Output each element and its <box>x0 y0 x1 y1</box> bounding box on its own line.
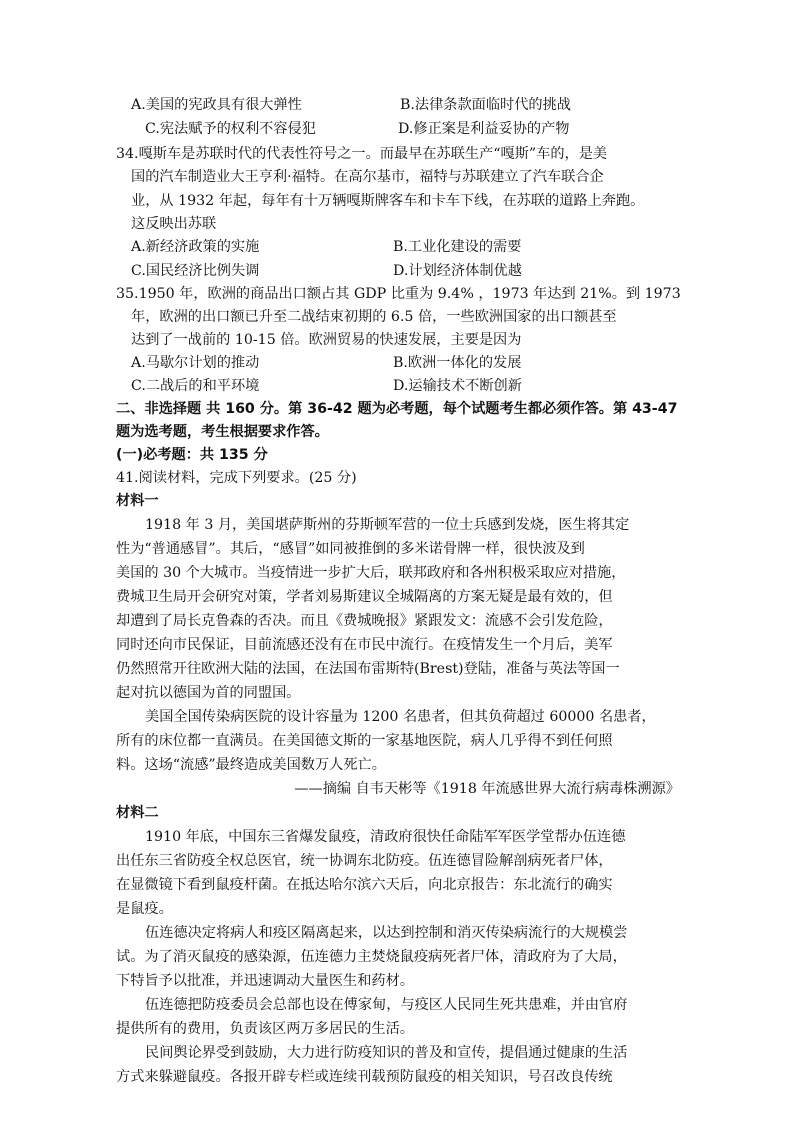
material-2-line: 1910 年底，中国东三省爆发鼠疫，清政府很快任命陆军军医学堂帮办伍连德 <box>145 829 626 845</box>
q34-stem-line: 国的汽车制造业大王亨利·福特。在高尔基市，福特与苏联建立了汽车联合企 <box>131 169 604 185</box>
q34-stem-line: 34.嘎斯车是苏联时代的代表性符号之一。而最早在苏联生产“嘎斯”车的，是美 <box>116 146 608 162</box>
material-2-line: 出任东三省防疫全权总医官，统一协调东北防疫。伍连德冒险解剖病死者尸体， <box>116 853 613 869</box>
q34-option-d[interactable]: D.计划经济体制优越 <box>393 263 522 279</box>
q35-option-d[interactable]: D.运输技术不断创新 <box>393 378 522 394</box>
q41-stem: 41.阅读材料，完成下列要求。(25 分) <box>116 470 357 486</box>
q35-stem-line: 年，欧洲的出口额已升至二战结束初期的 6.5 倍，一些欧洲国家的出口额甚至 <box>131 309 617 325</box>
q34-option-b[interactable]: B.工业化建设的需要 <box>393 239 522 255</box>
q33-option-d[interactable]: D.修正案是利益妥协的产物 <box>398 121 570 137</box>
material-1-line: 同时还向市民保证，目前流感还没有在市民中流行。在疫情发生一个月后，美军 <box>116 637 613 653</box>
q33-option-c[interactable]: C.宪法赋予的权利不容侵犯 <box>145 121 316 137</box>
material-1-line: 性为“普通感冒”。其后，“感冒”如同被推倒的多米诺骨牌一样，很快波及到 <box>116 541 585 557</box>
material-2-line: 试。为了消灭鼠疫的感染源，伍连德力主焚烧鼠疫病死者尸体，清政府为了大局， <box>116 949 627 965</box>
q35-stem-line: 35.1950 年，欧洲的商品出口额占其 GDP 比重为 9.4% ，1973 年达到 21%。到 1973 <box>116 286 681 302</box>
q34-stem-line: 这反映出苏联 <box>131 216 217 232</box>
material-2-title: 材料二 <box>116 805 159 821</box>
q33-option-b[interactable]: B.法律条款面临时代的挑战 <box>400 97 571 113</box>
q35-stem-line: 达到了一战前的 10-15 倍。欧洲贸易的快速发展，主要是因为 <box>131 332 522 348</box>
q35-option-c[interactable]: C.二战后的和平环境 <box>131 378 260 394</box>
section-heading: 二、非选择题 共 160 分。第 36-42 题为必考题，每个试题考生都必须作答。第 43-47 <box>116 401 678 417</box>
material-1-line: 起对抗以德国为首的同盟国。 <box>116 685 301 701</box>
section-heading: 题为选考题，考生根据要求作答。 <box>116 424 329 440</box>
material-2-line: 提供所有的费用，负责该区两万多居民的生活。 <box>116 1021 414 1037</box>
q33-option-a[interactable]: A.美国的宪政具有很大弹性 <box>131 97 302 113</box>
material-1-line: 却遭到了局长克鲁森的否决。而且《费城晚报》紧跟发文：流感不会引发危险， <box>116 613 613 629</box>
material-1-line: 料。这场“流感”最终造成美国数万人死亡。 <box>116 757 386 773</box>
material-1-line: 1918 年 3 月，美国堪萨斯州的芬斯顿军营的一位士兵感到发烧，医生将其定 <box>145 517 630 533</box>
q34-option-a[interactable]: A.新经济政策的实施 <box>131 239 260 255</box>
material-1-line: 所有的床位都一直满员。在美国德文斯的一家基地医院，病人几乎得不到任何照 <box>116 733 613 749</box>
material-2-line: 下特旨予以批准，并迅速调动大量医生和药材。 <box>116 973 414 989</box>
q35-option-a[interactable]: A.马歇尔计划的推动 <box>131 355 260 371</box>
material-2-line: 是鼠疫。 <box>116 901 173 917</box>
material-2-line: 伍连德决定将病人和疫区隔离起来，以达到控制和消灭传染病流行的大规模尝 <box>145 925 628 941</box>
material-2-line: 民间舆论界受到鼓励，大力进行防疫知识的普及和宣传，提倡通过健康的生活 <box>145 1045 628 1061</box>
material-1-title: 材料一 <box>116 493 159 509</box>
material-1-source: ——摘编 自韦天彬等《1918 年流感世界大流行病毒株溯源》 <box>294 781 680 797</box>
q34-stem-line: 业，从 1932 年起，每年有十万辆嘎斯牌客车和卡车下线，在苏联的道路上奔跑。 <box>131 193 645 209</box>
material-1-line: 仍然照常开往欧洲大陆的法国，在法国布雷斯特(Brest)登陆，准备与英法等国一 <box>116 661 620 677</box>
material-2-line: 伍连德把防疫委员会总部也设在傅家甸，与疫区人民同生死共患难，并由官府 <box>145 997 628 1013</box>
material-1-line: 美国全国传染病医院的设计容量为 1200 名患者，但其负荷超过 60000 名患者， <box>145 709 656 725</box>
material-2-line: 方式来躲避鼠疫。各报开辟专栏或连续刊载预防鼠疫的相关知识，号召改良传统 <box>116 1069 613 1085</box>
sub-heading: (一)必考题：共 135 分 <box>116 447 268 463</box>
q34-option-c[interactable]: C.国民经济比例失调 <box>131 263 260 279</box>
material-2-line: 在显微镜下看到鼠疫杆菌。在抵达哈尔滨六天后，向北京报告：东北流行的确实 <box>116 877 613 893</box>
q35-option-b[interactable]: B.欧洲一体化的发展 <box>393 355 522 371</box>
material-1-line: 美国的 30 个大城市。当疫情进一步扩大后，联邦政府和各州积极采取应对措施， <box>116 565 626 581</box>
material-1-line: 费城卫生局开会研究对策，学者刘易斯建议全城隔离的方案无疑是最有效的，但 <box>116 589 613 605</box>
